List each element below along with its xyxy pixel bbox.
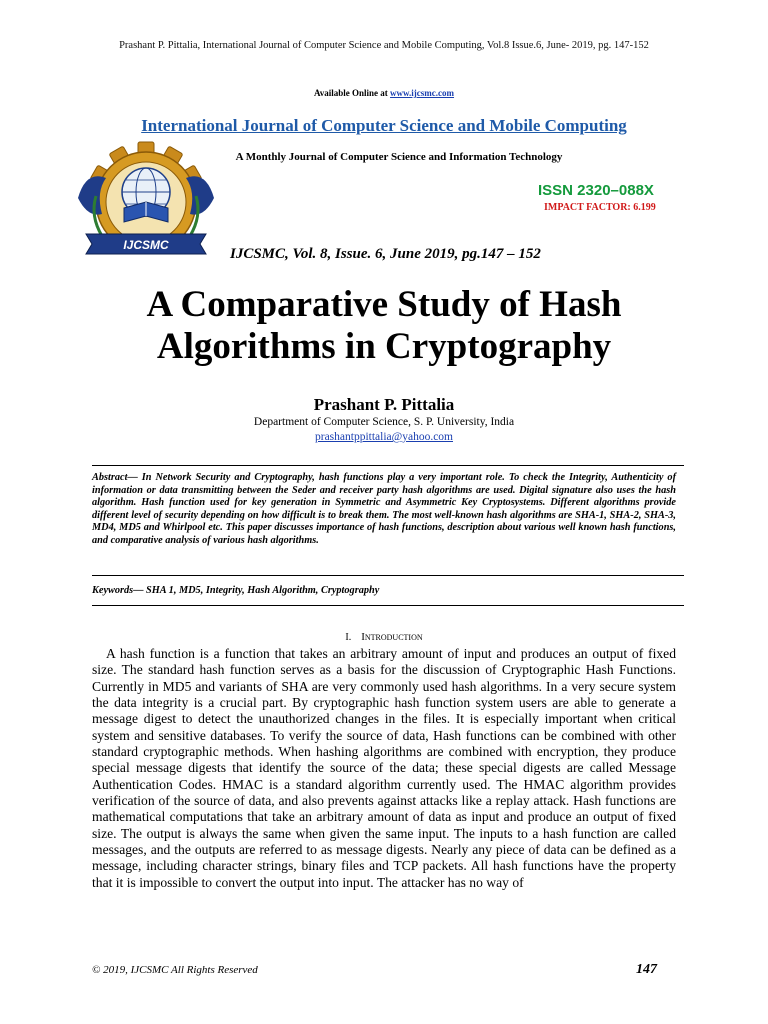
paper-title-line-2: Algorithms in Cryptography	[156, 326, 612, 367]
section-heading	[0, 631, 768, 643]
issn: ISSN 2320–088X	[538, 182, 654, 199]
impact-factor: IMPACT FACTOR: 6.199	[544, 202, 656, 213]
section-number: I.	[345, 632, 352, 643]
paper-title	[0, 284, 768, 368]
journal-title: International Journal of Computer Science and Mobile Computing	[141, 116, 627, 135]
abstract-bottom-rule	[92, 575, 684, 576]
journal-website-link[interactable]: www.ijcsmc.com	[390, 88, 455, 98]
author-email	[0, 431, 768, 443]
section-title: Introduction	[361, 631, 423, 643]
issue-citation: IJCSMC, Vol. 8, Issue. 6, June 2019, pg.147 – 152	[230, 246, 541, 262]
paper-title-line-1: A Comparative Study of Hash	[146, 284, 622, 325]
available-online	[0, 88, 768, 98]
keywords-rule	[92, 605, 684, 606]
author-name: Prashant P. Pittalia	[313, 395, 455, 414]
author-affiliation: Department of Computer Science, S. P. University, India	[253, 416, 515, 428]
available-label: Available Online at	[313, 88, 391, 98]
footer-copyright: © 2019, IJCSMC All Rights Reserved	[92, 964, 258, 976]
logo-banner-text: IJCSMC	[123, 238, 169, 252]
running-header: Prashant P. Pittalia, International Journal of Computer Science and Mobile Computing, Vol.8 Issue.6, June- 2019, pg. 147-152	[119, 40, 649, 51]
journal-subtitle: A Monthly Journal of Computer Science and Information Technology	[235, 151, 563, 163]
abstract: Abstract— In Network Security and Cryptography, hash functions play a very important role. To check the Integrity, Authenticity of information or data transmitting between the Seder and receiver party hash algorithms are used. Digital signature also uses the hash algorithm. Hash function used for key generation in Symmetric and Asymmetric Key Cryptosystems. Different algorithms provide different level of security depending on how difficult is to break them. The most well-known hash algorithms are SHA-1, SHA-2, SHA-3, MD4, MD5 and Whirlpool etc. This paper discusses importance of hash functions, description about various well known hash functions, and comparative analysis of various hash algorithms.	[92, 472, 676, 546]
keywords: Keywords— SHA 1, MD5, Integrity, Hash Algorithm, Cryptography	[92, 585, 380, 596]
abstract-top-rule	[92, 465, 684, 466]
page-number: 147	[636, 962, 657, 977]
journal-logo-icon	[72, 140, 220, 266]
introduction-paragraph: A hash function is a function that takes an arbitrary amount of input and produces an output of fixed size. The standard hash function serves as a basis for the discussion of Cryptographic Hash Functions. Currently in MD5 and variants of SHA are very commonly used hash algorithms. In a very secure system the data integrity is a crucial part. By cryptographic hash function system users are able to generate a message digest to detect the unauthorized changes in the files. It is especially important when critical system and sensitive databases. To verify the source of data, Hash functions can be combined with other standard cryptographic methods. When hashing algorithms are combined with encryption, they produce special message digests that identify the source of the data; these special digests are called Message Authentication Codes. HMAC is a standard algorithm currently used. The HMAC algorithm provides verification of the source of data, and also prevents against attacks like a replay attack. Hash functions are mathematical computations that take an arbitrary amount of data as input and produce an output of fixed size. The output is always the same when given the same input. The inputs to a hash function are called messages, and the outputs are referred to as message digests. Nearly any piece of data can be defined as a message, including character strings, binary files and TCP packets. All hash functions have the property that it is impossible to convert the output into input. The attacker has no way of	[92, 646, 676, 890]
author-email-link[interactable]: prashantppittalia@yahoo.com	[314, 431, 453, 443]
